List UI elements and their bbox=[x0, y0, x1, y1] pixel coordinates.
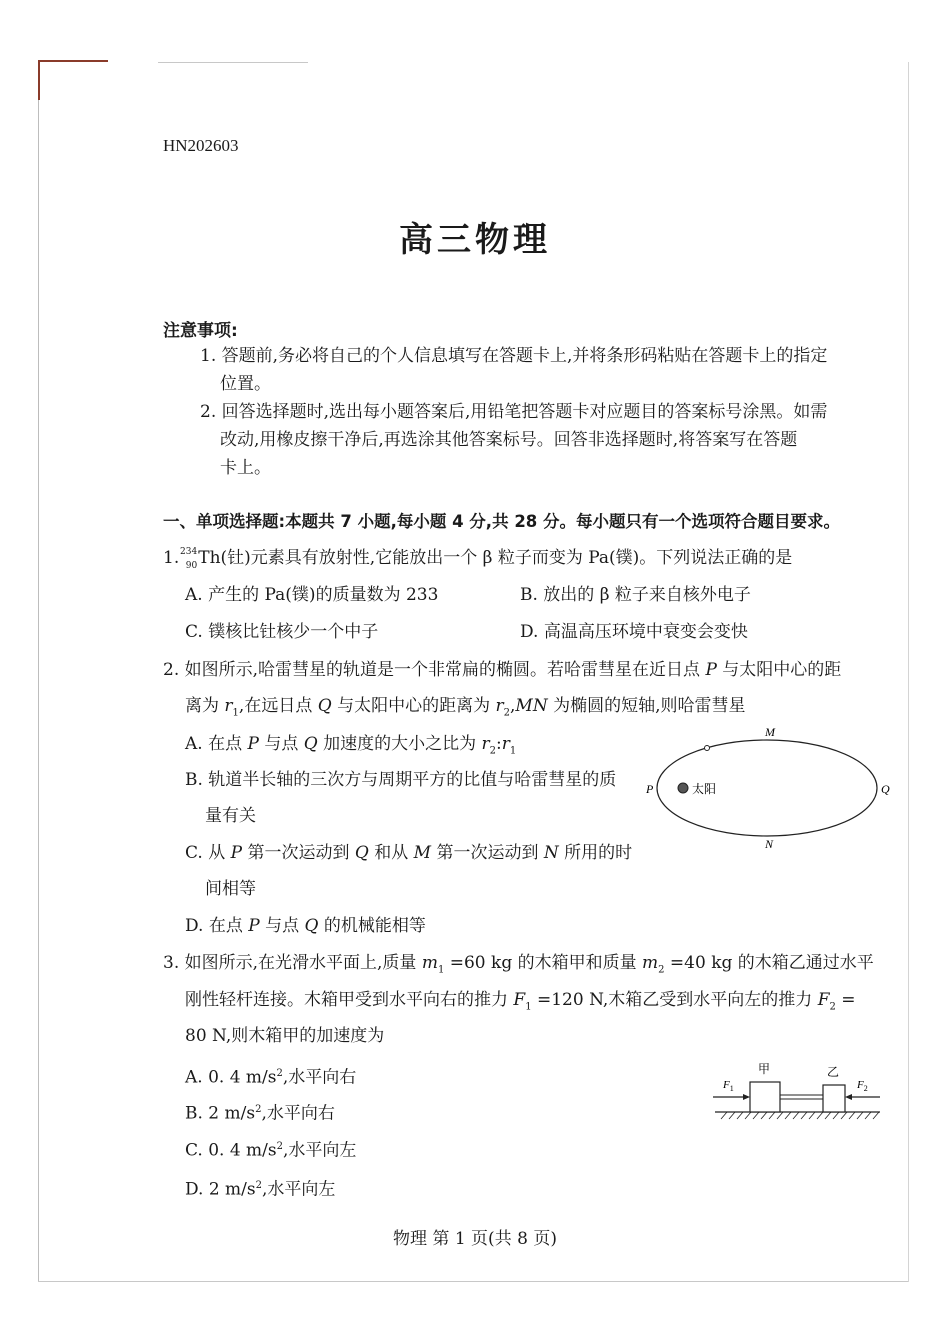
var-q: Q bbox=[317, 696, 332, 716]
comet-icon bbox=[705, 746, 710, 751]
var-r: r bbox=[501, 734, 510, 754]
sub-2: 2 bbox=[503, 707, 510, 719]
var-q: Q bbox=[354, 843, 369, 863]
var-mn: MN bbox=[515, 696, 548, 716]
section-1-heading: 一、单项选择题:本题共 7 小题,每小题 4 分,共 28 分。每小题只有一个选项符合题目要求。 bbox=[163, 512, 841, 531]
sub-1: 1 bbox=[232, 707, 239, 719]
scan-bottom-line bbox=[38, 1281, 908, 1282]
scan-corner-mark bbox=[38, 60, 108, 62]
var-n: N bbox=[543, 843, 559, 863]
page-footer: 物理 第 1 页(共 8 页) bbox=[393, 1229, 557, 1249]
question-1-option-b: B. 放出的 β 粒子来自核外电子 bbox=[520, 585, 751, 605]
var-q: Q bbox=[303, 734, 318, 754]
f-char: F bbox=[857, 1079, 864, 1091]
sun-icon bbox=[678, 783, 688, 793]
label-n: N bbox=[765, 837, 774, 851]
text-seg: ,水平向左 bbox=[262, 1179, 336, 1200]
question-1-number: 1. bbox=[163, 548, 180, 568]
page-title: 高三物理 bbox=[399, 220, 551, 260]
text-seg: B. 2 m/s bbox=[185, 1103, 256, 1124]
mass-number: 234 bbox=[180, 547, 198, 557]
sup-2: 2 bbox=[276, 1068, 283, 1079]
f-sub-2: 2 bbox=[863, 1084, 868, 1093]
text-seg: 离为 bbox=[185, 696, 225, 716]
text-seg: 第一次运动到 bbox=[431, 843, 544, 863]
text-seg: C. 从 bbox=[185, 843, 231, 863]
f-sub-1: 1 bbox=[729, 1084, 734, 1093]
var-f: F bbox=[817, 990, 830, 1010]
question-2-option-a bbox=[185, 734, 516, 761]
text-seg: 与太阳中心的距 bbox=[716, 660, 842, 680]
force-f1-arrowhead bbox=[743, 1094, 750, 1100]
notice-item-2-line-3: 卡上。 bbox=[220, 458, 271, 478]
text-seg: 的机械能相等 bbox=[318, 916, 426, 936]
question-3-option-a bbox=[185, 1064, 356, 1088]
force-f2-arrowhead bbox=[845, 1094, 852, 1100]
boxes-figure bbox=[705, 1055, 890, 1125]
text-seg: =60 kg 的木箱甲和质量 bbox=[444, 953, 643, 973]
text-seg: D. 在点 bbox=[185, 916, 249, 936]
sup-2: 2 bbox=[255, 1180, 262, 1191]
var-m: m bbox=[642, 953, 659, 973]
nuclide-scripts bbox=[179, 547, 198, 571]
question-3-option-b bbox=[185, 1100, 335, 1124]
question-1-option-a: A. 产生的 Pa(镤)的质量数为 233 bbox=[185, 585, 439, 605]
var-r: r bbox=[495, 696, 504, 716]
text-seg: =120 N,木箱乙受到水平向左的推力 bbox=[531, 990, 818, 1010]
question-2-option-d bbox=[185, 916, 426, 936]
notice-heading: 注意事项: bbox=[163, 321, 238, 341]
text-seg: A. 在点 bbox=[185, 734, 248, 754]
notice-item-2-line-1: 2. 回答选择题时,选出每小题答案后,用铅笔把答题卡对应题目的答案标号涂黑。如需 bbox=[200, 402, 828, 422]
text-seg: 与太阳中心的距离为 bbox=[331, 696, 496, 716]
text-seg: ,在远日点 bbox=[238, 696, 318, 716]
var-p: P bbox=[248, 916, 260, 936]
text-seg: 与点 bbox=[259, 916, 305, 936]
text-seg: 3. 如图所示,在光滑水平面上,质量 bbox=[163, 953, 422, 973]
sub-1: 1 bbox=[525, 1001, 532, 1013]
notice-item-1-line-2: 位置。 bbox=[220, 374, 271, 394]
var-p: P bbox=[230, 843, 243, 863]
text-seg: 刚性轻杆连接。木箱甲受到水平向右的推力 bbox=[185, 990, 514, 1010]
sub-1: 1 bbox=[509, 745, 517, 757]
ground-hatching bbox=[721, 1112, 879, 1119]
question-2-stem-line-2: 离为 $r_1$,在远日点 Q 与太阳中心的距离为 $r_2,MN$ 为椭圆的短轴,则哈雷彗星 bbox=[185, 696, 746, 719]
text-seg: ,水平向右 bbox=[282, 1067, 357, 1088]
question-3-stem-line-3: 80 N,则木箱甲的加速度为 bbox=[185, 1026, 385, 1046]
question-2-option-c-line-2: 间相等 bbox=[205, 879, 256, 899]
text-seg: C. 0. 4 m/s bbox=[185, 1140, 277, 1161]
question-3-option-d bbox=[185, 1176, 335, 1200]
var-p: P bbox=[705, 660, 717, 680]
var-f: F bbox=[513, 990, 526, 1010]
box-yi bbox=[823, 1085, 845, 1112]
text-seg: ,水平向右 bbox=[261, 1103, 335, 1124]
sub-1: 1 bbox=[437, 964, 445, 976]
sun-label: 太阳 bbox=[692, 782, 717, 796]
var-m: m bbox=[421, 953, 438, 973]
var-p: P bbox=[247, 734, 259, 754]
question-2-option-b-line-2: 量有关 bbox=[205, 806, 256, 826]
label-f1 bbox=[722, 1079, 734, 1093]
var-m: M bbox=[413, 843, 432, 863]
notice-item-2-line-2: 改动,用橡皮擦干净后,再选涂其他答案标号。回答非选择题时,将答案写在答题 bbox=[220, 430, 798, 450]
notice-item-1-line-1: 1. 答题前,务必将自己的个人信息填写在答题卡上,并将条形码粘贴在答题卡上的指定 bbox=[200, 346, 828, 366]
sup-2: 2 bbox=[255, 1104, 262, 1115]
label-m: M bbox=[765, 725, 775, 739]
question-2-option-b-line-1: B. 轨道半长轴的三次方与周期平方的比值与哈雷彗星的质 bbox=[185, 770, 617, 790]
text-seg: D. 2 m/s bbox=[185, 1179, 256, 1200]
question-2-option-c-line-1 bbox=[185, 843, 632, 863]
f-char: F bbox=[723, 1079, 730, 1091]
label-jia: 甲 bbox=[758, 1062, 771, 1076]
sub-2: 2 bbox=[489, 745, 497, 757]
text-seg: 2. 如图所示,哈雷彗星的轨道是一个非常扁的椭圆。若哈雷彗星在近日点 bbox=[163, 660, 706, 680]
text-seg: ,水平向左 bbox=[283, 1140, 357, 1161]
exam-code: HN202603 bbox=[163, 136, 239, 155]
var-r: r bbox=[481, 734, 490, 754]
label-f2 bbox=[856, 1079, 868, 1093]
label-yi: 乙 bbox=[827, 1065, 840, 1079]
box-jia bbox=[750, 1082, 780, 1112]
atomic-number: 90 bbox=[185, 561, 198, 571]
label-q: Q bbox=[881, 782, 890, 796]
text-seg: = bbox=[835, 990, 856, 1010]
text-seg: 与点 bbox=[258, 734, 304, 754]
text-seg: =40 kg 的木箱乙通过水平 bbox=[664, 953, 874, 973]
label-p: P bbox=[646, 782, 654, 796]
sub-2: 2 bbox=[829, 1001, 836, 1013]
orbit-ellipse bbox=[657, 740, 877, 836]
question-1-text: Th(钍)元素具有放射性,它能放出一个 β 粒子而变为 Pa(镤)。下列说法正确的是 bbox=[198, 548, 793, 568]
question-1-option-d: D. 高温高压环境中衰变会变快 bbox=[520, 622, 748, 642]
text-seg: A. 0. 4 m/s bbox=[185, 1067, 277, 1088]
scan-corner-mark-vertical bbox=[38, 60, 40, 100]
question-1-stem bbox=[163, 547, 793, 571]
var-r: r bbox=[224, 696, 233, 716]
question-3-option-c bbox=[185, 1137, 356, 1161]
text-seg: 为椭圆的短轴,则哈雷彗星 bbox=[547, 696, 746, 716]
text-seg: 和从 bbox=[368, 843, 414, 863]
question-3-stem-line-2 bbox=[185, 990, 856, 1017]
var-q: Q bbox=[304, 916, 319, 936]
text-seg: 加速度的大小之比为 bbox=[317, 734, 482, 754]
text-seg: 第一次运动到 bbox=[242, 843, 355, 863]
sub-2: 2 bbox=[658, 964, 665, 976]
question-3-stem-line-1 bbox=[163, 953, 874, 980]
orbit-figure bbox=[640, 720, 900, 860]
question-1-option-c: C. 镤核比钍核少一个中子 bbox=[185, 622, 379, 642]
scan-top-line bbox=[158, 62, 308, 63]
sup-2: 2 bbox=[276, 1141, 283, 1152]
text-seg: 所用的时 bbox=[558, 843, 633, 863]
question-2-stem-line-1 bbox=[163, 660, 841, 680]
colon: : bbox=[496, 734, 502, 754]
